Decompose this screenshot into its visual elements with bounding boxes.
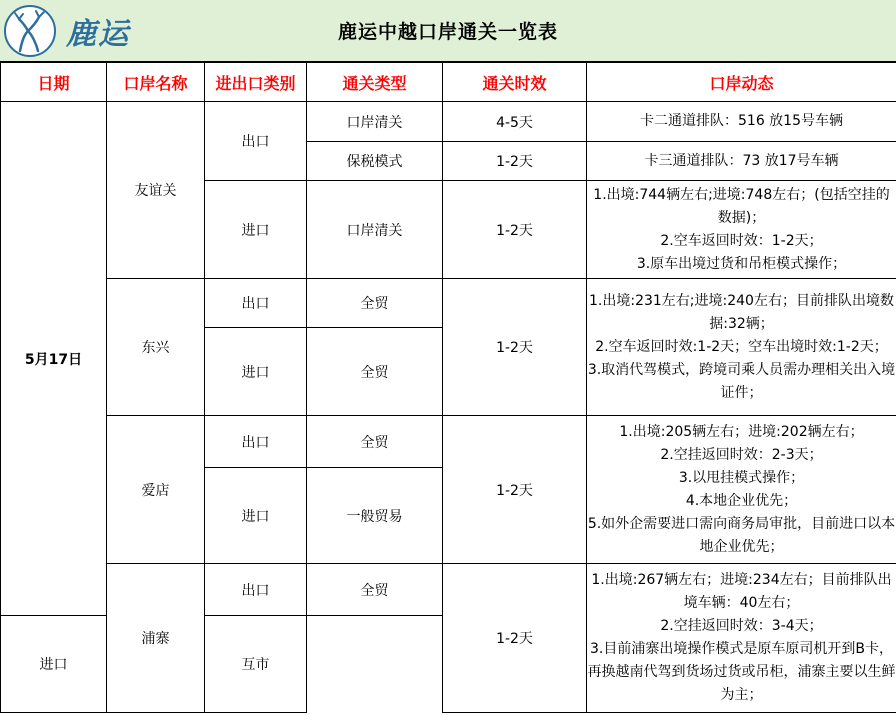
dynamics-cell — [587, 279, 896, 416]
dynamics-line: 2.空车返回时效：1-2天； — [660, 232, 823, 249]
dynamics-cell — [587, 564, 896, 713]
dynamics-cell — [587, 102, 896, 142]
date-cell: 5月17日 — [1, 102, 107, 616]
table-row — [1, 564, 896, 616]
dynamics-line: 卡三通道排队：73 放17号车辆 — [644, 152, 839, 169]
clearance-time-cell: 1-2天 — [443, 564, 587, 713]
column-header-port: 口岸名称 — [107, 63, 205, 102]
direction-cell: 进口 — [205, 181, 307, 279]
column-header-date: 日期 — [1, 63, 107, 102]
clearance-time-cell: 1-2天 — [443, 142, 587, 181]
page-title: 鹿运中越口岸通关一览表 — [337, 21, 558, 43]
direction-cell: 出口 — [205, 279, 307, 328]
clearance-time-cell: 4-5天 — [443, 102, 587, 142]
logo — [4, 2, 154, 60]
direction-cell: 进口 — [1, 616, 107, 713]
port-name-cell: 爱店 — [107, 416, 205, 564]
clearance-type-cell: 全贸 — [307, 328, 443, 416]
clearance-type-cell: 互市 — [205, 616, 307, 713]
logo-text: 鹿运 — [66, 17, 130, 52]
port-name-cell: 友谊关 — [107, 102, 205, 279]
clearance-time-cell: 1-2天 — [443, 279, 587, 416]
header-row — [1, 63, 896, 102]
clearance-type-cell: 口岸清关 — [307, 102, 443, 142]
direction-cell: 出口 — [205, 416, 307, 468]
dynamics-line: 1.出境:231左右;进境:240左右；目前排队出境数据:32辆； — [589, 292, 894, 332]
title-bar — [0, 0, 896, 62]
clearance-type-cell: 一般贸易 — [307, 468, 443, 564]
dynamics-line: 2.空挂返回时效：2-3天； — [660, 446, 823, 463]
dynamics-line: 1.出境:205辆左右；进境:202辆左右； — [619, 423, 864, 440]
clearance-time-cell: 1-2天 — [443, 416, 587, 564]
dynamics-line: 3.取消代驾模式，跨境司乘人员需办理相关出入境证件； — [587, 361, 896, 401]
dynamics-line: 1.出境:267辆左右；进境:234左右；目前排队出境车辆：40左右； — [591, 572, 892, 611]
dynamics-cell — [587, 142, 896, 181]
clearance-type-cell: 口岸清关 — [307, 181, 443, 279]
dynamics-line: 2.空车返回时效:1-2天；空车出境时效:1-2天； — [595, 338, 888, 355]
direction-cell: 出口 — [205, 564, 307, 616]
dynamics-line: 4.本地企业优先； — [685, 492, 798, 509]
clearance-type-cell: 全贸 — [307, 416, 443, 468]
port-name-cell: 浦寨 — [107, 564, 205, 713]
column-header-clearance-time: 通关时效 — [443, 63, 587, 102]
deer-icon — [4, 5, 56, 57]
dynamics-line: 5.如外企需要进口需向商务局审批，目前进口以本地企业优先； — [587, 515, 896, 555]
clearance-type-cell: 保税模式 — [307, 142, 443, 181]
table-row — [1, 279, 896, 328]
dynamics-cell — [587, 181, 896, 279]
direction-cell: 进口 — [205, 468, 307, 564]
dynamics-line: 3.目前浦寨出境操作模式是原车原司机开到B卡，再换越南代驾到货场过货或吊柜，浦寨主要以生鲜为主； — [587, 641, 896, 703]
table-row — [1, 416, 896, 468]
dynamics-line: 卡二通道排队：516 放15号车辆 — [640, 113, 843, 129]
clearance-type-cell: 全贸 — [307, 564, 443, 616]
customs-table — [0, 62, 896, 713]
direction-cell: 进口 — [205, 328, 307, 416]
dynamics-line: 1.出境:744辆左右;进境:748左右；(包括空挂的数据)； — [593, 186, 890, 226]
table-row — [1, 102, 896, 142]
clearance-type-cell: 全贸 — [307, 279, 443, 328]
dynamics-cell — [587, 416, 896, 564]
dynamics-line: 3.原车出境过货和吊柜模式操作； — [636, 255, 847, 272]
clearance-time-cell: 1-2天 — [443, 181, 587, 279]
column-header-direction: 进出口类别 — [205, 63, 307, 102]
port-name-cell: 东兴 — [107, 279, 205, 416]
dynamics-line: 3.以甩挂模式操作； — [678, 469, 805, 486]
column-header-clearance-type: 通关类型 — [307, 63, 443, 102]
dynamics-line: 2.空挂返回时效：3-4天； — [660, 618, 823, 634]
direction-cell: 出口 — [205, 102, 307, 181]
column-header-port-dynamics: 口岸动态 — [587, 63, 896, 102]
